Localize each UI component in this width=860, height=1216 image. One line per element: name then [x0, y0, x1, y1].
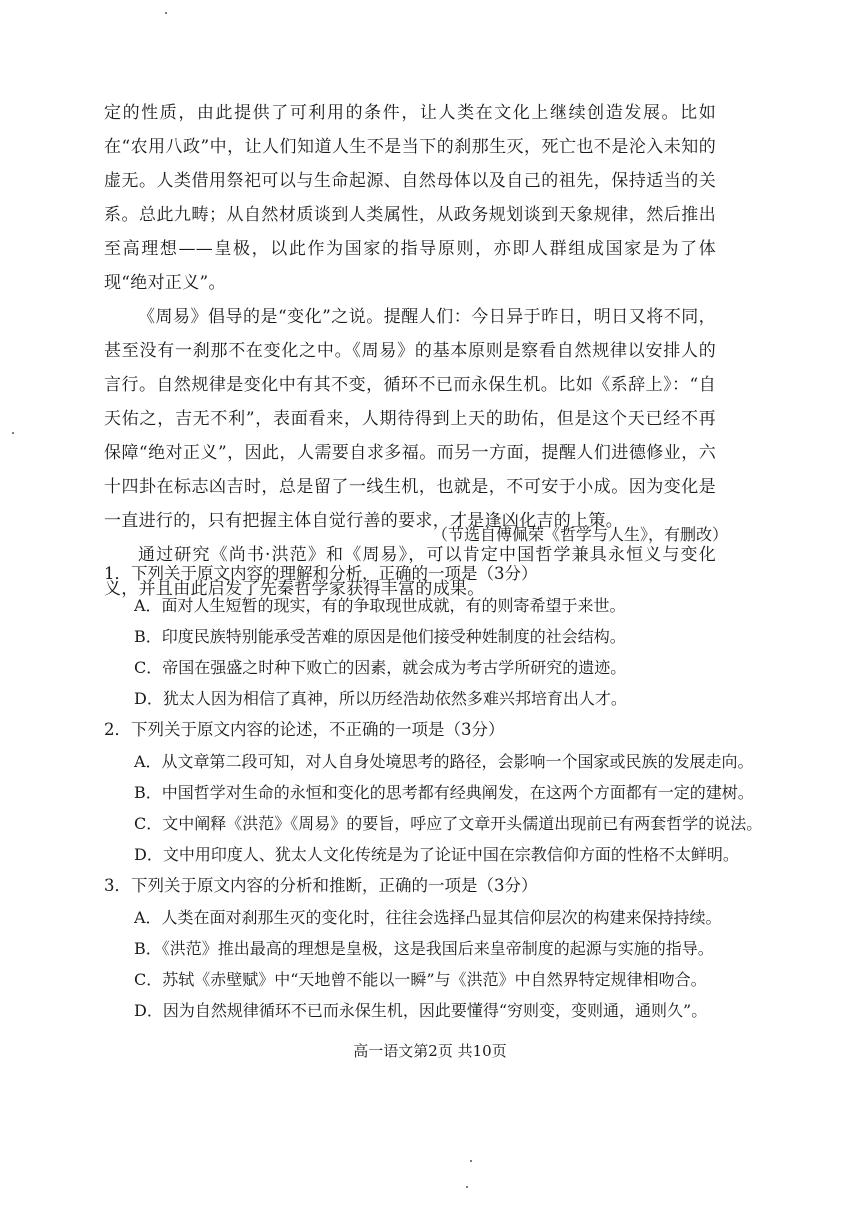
passage-paragraph: 《周易》倡导的是“变化”之说。提醒人们：今日异于昨日，明日又将不同，甚至没有一刹那不在变化之中。《周易》的基本原则是察看自然规律以安排人的言行。自然规律是变化中有其不变，循环不已而永保生机。比如《系辞上》：“自天佑之，吉无不利”，表面看来，人期待得到上天的助佑，但是这个天已经不再保障“绝对正义”，因此，人需要自求多福。而另一方面，提醒人们进德修业，六十四卦在标志凶吉时，总是留了一线生机，也就是，不可安于小成。因为变化是一直进行的，只有把握主体自觉行善的要求，才是逢凶化吉的上策。: [104, 307, 716, 531]
page-footer: 高一语文第2页 共10页: [353, 1042, 507, 1060]
option-a: A．从文章第二段可知，对人自身处境思考的路径，会影响一个国家或民族的发展走向。: [134, 752, 754, 771]
option-c: C．帝国在强盛之时种下败亡的因素，就会成为考古学所研究的遗迹。: [134, 658, 627, 677]
option-c: C．苏轼《赤壁赋》中“天地曾不能以一瞬”与《洪范》中自然界特定规律相吻合。: [134, 970, 707, 989]
passage-paragraph: 通过研究《尚书·洪范》和《周易》，可以肯定中国哲学兼具永恒义与变化义，并且由此启发了先秦哲学家获得丰富的成果。: [104, 545, 716, 599]
question-list: [104, 558, 763, 1026]
question-stem: 1．下列关于原文内容的理解和分析，正确的一项是（3分）: [104, 564, 538, 583]
option-a: A．人类在面对刹那生灭的变化时，往往会选择凸显其信仰层次的构建来保持持续。: [134, 908, 722, 927]
option-d: D．犹太人因为相信了真神，所以历经浩劫依然多难兴邦培育出人才。: [134, 689, 627, 708]
question-stem: 3．下列关于原文内容的分析和推断，正确的一项是（3分）: [104, 876, 538, 895]
option-b: B．印度民族特别能承受苦难的原因是他们接受种姓制度的社会结构。: [134, 627, 626, 646]
passage-source: （节选自傅佩荣《哲学与人生》，有删改）: [431, 525, 728, 544]
option-b: B．《洪范》推出最高的理想是皇极，这是我国后来皇帝制度的起源与实施的指导。: [134, 939, 714, 958]
passage-paragraph: 定的性质，由此提供了可利用的条件，让人类在文化上继续创造发展。比如在“农用八政”中，让人们知道人生不是当下的刹那生灭，死亡也不是沦入未知的虚无。人类借用祭祀可以与生命起源、自然母体以及自己的祖先，保持适当的关系。总此九畴；从自然材质谈到人类属性，从政务规划谈到天象规律，然后推出至高理想——皇极，以此作为国家的指导原则，亦即人群组成国家是为了体现“绝对正义”。: [104, 103, 716, 293]
scan-speck: [470, 1160, 472, 1162]
question-stem: 2．下列关于原文内容的论述，不正确的一项是（3分）: [104, 720, 505, 739]
question-1: [104, 558, 724, 714]
scan-speck: [466, 1186, 468, 1188]
option-d: D．因为自然规律循环不已而永保生机，因此要懂得“穷则变，变则通，通则久”。: [134, 1001, 708, 1020]
option-b: B．中国哲学对生命的永恒和变化的思考都有经典阐发，在这两个方面都有一定的建树。: [134, 783, 754, 802]
question-3: [104, 870, 724, 1026]
question-2: [104, 714, 763, 870]
option-c: C．文中阐释《洪范》《周易》的要旨，呼应了文章开头儒道出现前已有两套哲学的说法。: [134, 814, 763, 833]
option-d: D．文中用印度人、犹太人文化传统是为了论证中国在宗教信仰方面的性格不太鲜明。: [134, 845, 739, 864]
scan-speck: [165, 12, 167, 14]
scan-speck: [12, 432, 14, 434]
option-a: A．面对人生短暂的现实，有的争取现世成就，有的则寄希望于来世。: [134, 596, 626, 615]
